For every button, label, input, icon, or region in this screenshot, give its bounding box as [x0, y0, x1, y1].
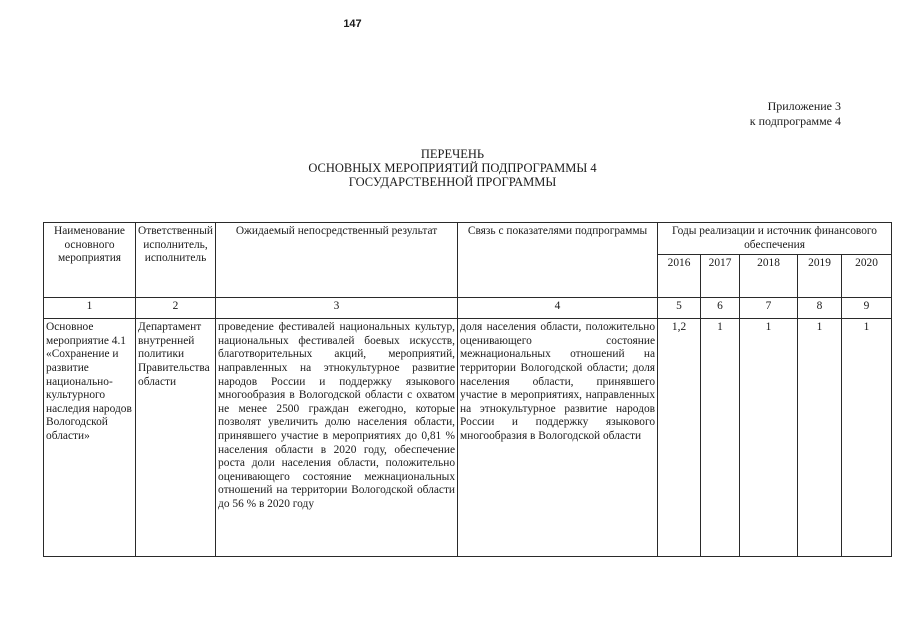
- header-row: [44, 223, 892, 255]
- heading-line-2: ОСНОВНЫХ МЕРОПРИЯТИЙ ПОДПРОГРАММЫ 4: [308, 161, 597, 175]
- column-number: 7: [740, 298, 798, 319]
- header-year: 2020: [842, 255, 892, 298]
- header-year: 2016: [658, 255, 701, 298]
- column-number: 1: [44, 298, 136, 319]
- table-row: [44, 319, 892, 557]
- cell-year-value: 1: [798, 319, 842, 557]
- column-number: 9: [842, 298, 892, 319]
- cell-expected-result: проведение фестивалей национальных культур, национальных фестивалей боевых искусств, благотворительных акций, мероприятий, направленных на этнокультурное развитие народов России и поддержку языкового многообразия в Вологодской области с охватом не менее 2500 граждан ежегодно, которые позволят увеличить долю населения области, принявшего участие в мероприятиях до 0,81 % населения области в 2020 году, обеспечение роста доли населения области, положительно оценивающего состояние межнациональных отношений на территории Вологодской области до 56 % в 2020 году: [216, 319, 458, 557]
- header-years-group: Годы реализации и источник финансового обеспечения: [658, 223, 892, 255]
- cell-year-value: 1: [842, 319, 892, 557]
- column-number: 5: [658, 298, 701, 319]
- column-number-row: [44, 298, 892, 319]
- cell-year-value: 1,2: [658, 319, 701, 557]
- cell-activity-name: Основное мероприятие 4.1 «Сохранение и развитие национально-культурного наследия народов Вологодской области»: [44, 319, 136, 557]
- column-number: 6: [701, 298, 740, 319]
- page-number: 147: [343, 18, 362, 30]
- heading-line-3: ГОСУДАРСТВЕННОЙ ПРОГРАММЫ: [348, 175, 557, 189]
- cell-indicator-link: доля населения области, положительно оценивающего состояние межнациональных отношений на территории Вологодской области; доля населения области, принявшего участие в мероприятиях, направленных на этнокультурное развитие народов России и поддержку языкового многообразия в Вологодской области: [458, 319, 658, 557]
- header-year: 2017: [701, 255, 740, 298]
- column-number: 2: [136, 298, 216, 319]
- column-number: 8: [798, 298, 842, 319]
- appendix-line-2: к подпрограмме 4: [749, 114, 841, 128]
- cell-responsible: Департамент внутренней политики Правительства области: [136, 319, 216, 557]
- cell-year-value: 1: [701, 319, 740, 557]
- appendix-line-1: Приложение 3: [767, 99, 841, 113]
- column-number: 4: [458, 298, 658, 319]
- column-number: 3: [216, 298, 458, 319]
- appendix-note: [750, 99, 841, 129]
- header-name: Наименование основного мероприятия: [44, 223, 136, 298]
- header-year: 2018: [740, 255, 798, 298]
- header-result: Ожидаемый непосредственный результат: [216, 223, 458, 298]
- cell-year-value: 1: [740, 319, 798, 557]
- header-responsible: Ответственный исполнитель, исполнитель: [136, 223, 216, 298]
- heading-line-1: ПЕРЕЧЕНЬ: [420, 147, 485, 161]
- header-link: Связь с показателями подпрограммы: [458, 223, 658, 298]
- document-heading: [0, 147, 905, 189]
- activities-table: [43, 222, 892, 557]
- header-year: 2019: [798, 255, 842, 298]
